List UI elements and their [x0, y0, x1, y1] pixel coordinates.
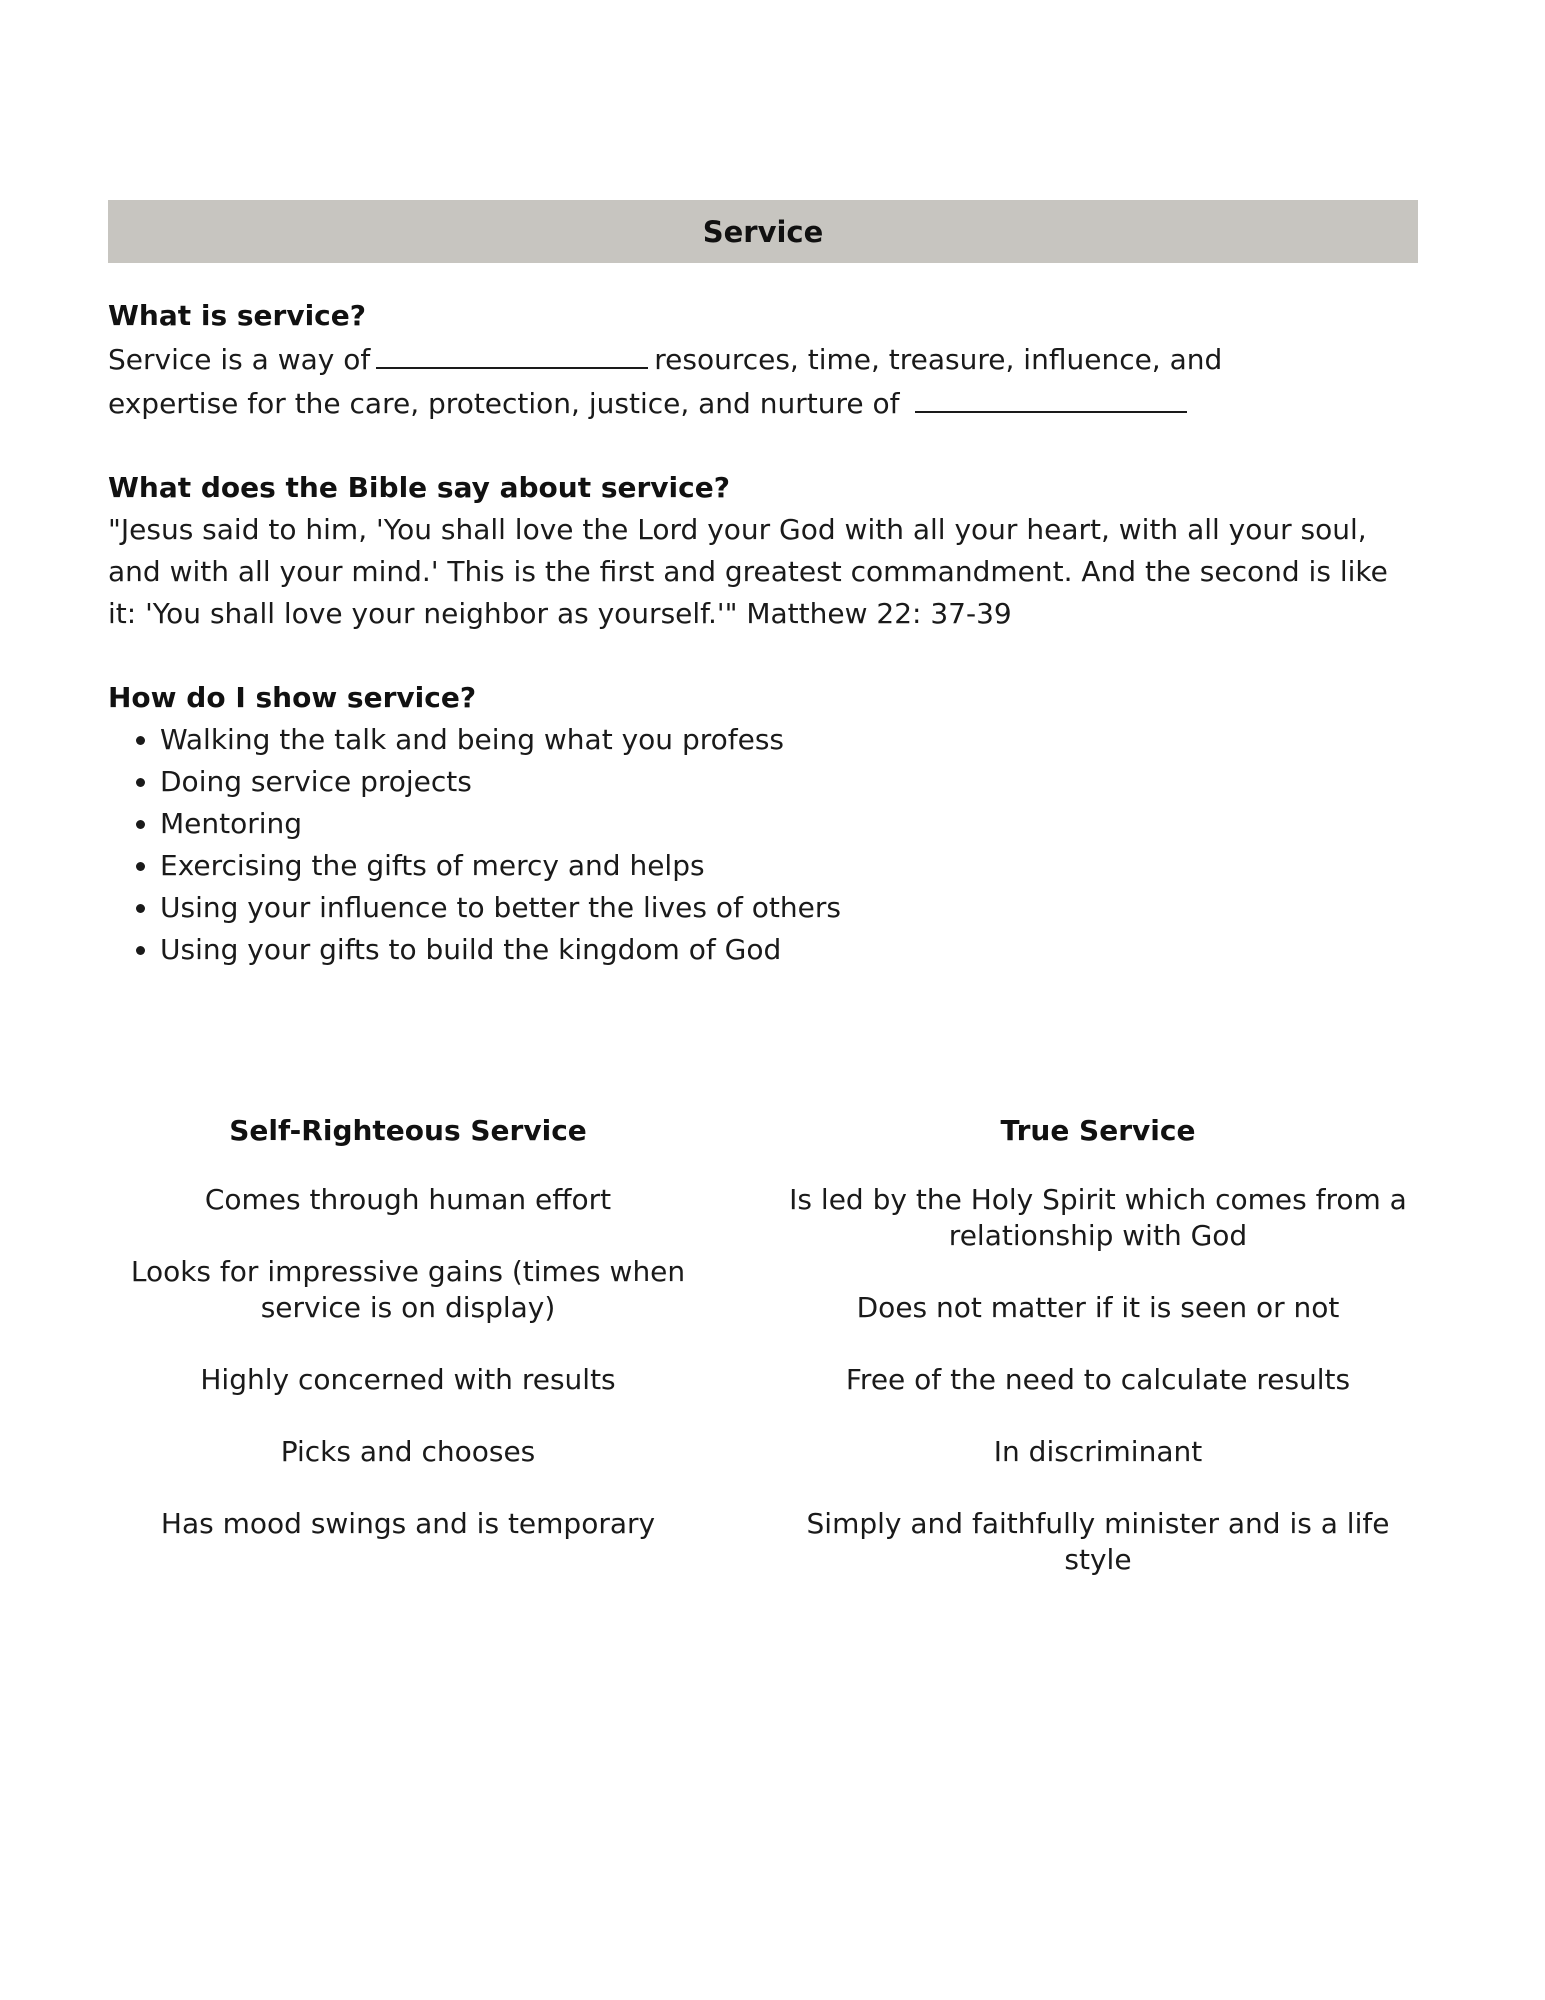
list-item: • Using your influence to better the lives of others: [160, 887, 1418, 929]
list-item: • Mentoring: [160, 803, 1418, 845]
list-item: • Doing service projects: [160, 761, 1418, 803]
worksheet-page: [108, 200, 1418, 971]
comparison-item: Does not matter if it is seen or not: [856, 1291, 1340, 1324]
comparison-item: In discriminant: [993, 1435, 1203, 1468]
true-service-column: [778, 1110, 1418, 1614]
comparison-item: Is led by the Holy Spirit which comes from a relationship with God: [789, 1183, 1407, 1252]
what-is-line-1-after: resources, time, treasure, influence, and: [654, 343, 1223, 376]
list-item: • Walking the talk and being what you profess: [160, 719, 1418, 761]
what-is-section: [108, 295, 1418, 425]
comparison-item: Simply and faithfully minister and is a life style: [806, 1507, 1390, 1576]
bible-quote: "Jesus said to him, 'You shall love the Lord your God with all your heart, with all your soul, and with all your mind.' This is the first and greatest commandment. And the second is like it: 'You shall love your neighbor as yourself.'" Matthew 22: 37-39: [108, 513, 1388, 630]
comparison-item: Free of the need to calculate results: [845, 1363, 1351, 1396]
how-list: [108, 719, 1418, 971]
what-is-heading: What is service?: [108, 299, 367, 332]
comparison-item: Highly concerned with results: [200, 1363, 616, 1396]
self-righteous-heading: Self-Righteous Service: [229, 1114, 587, 1147]
what-is-line-1-before: Service is a way of: [108, 343, 371, 376]
what-is-line-2-text: expertise for the care, protection, justice, and nurture of: [108, 387, 900, 420]
true-service-heading: True Service: [1000, 1114, 1196, 1147]
how-heading: How do I show service?: [108, 681, 477, 714]
bible-heading: What does the Bible say about service?: [108, 471, 730, 504]
comparison-item: Picks and chooses: [280, 1435, 536, 1468]
page-title: Service: [108, 200, 1418, 263]
comparison-item: Has mood swings and is temporary: [160, 1507, 656, 1540]
comparison-item: Comes through human effort: [204, 1183, 612, 1216]
fill-in-blank-1[interactable]: [376, 337, 648, 369]
what-is-line-1: [108, 337, 1418, 381]
what-is-line-2: [108, 381, 1418, 425]
comparison-item: Looks for impressive gains (times when service is on display): [130, 1255, 686, 1324]
list-item: • Exercising the gifts of mercy and helps: [160, 845, 1418, 887]
self-righteous-column: [108, 1110, 708, 1614]
how-section: [108, 677, 1418, 971]
bible-section: [108, 467, 1418, 635]
fill-in-blank-2[interactable]: [915, 381, 1187, 413]
comparison-section: [108, 1110, 1418, 1614]
list-item: • Using your gifts to build the kingdom of God: [160, 929, 1418, 971]
